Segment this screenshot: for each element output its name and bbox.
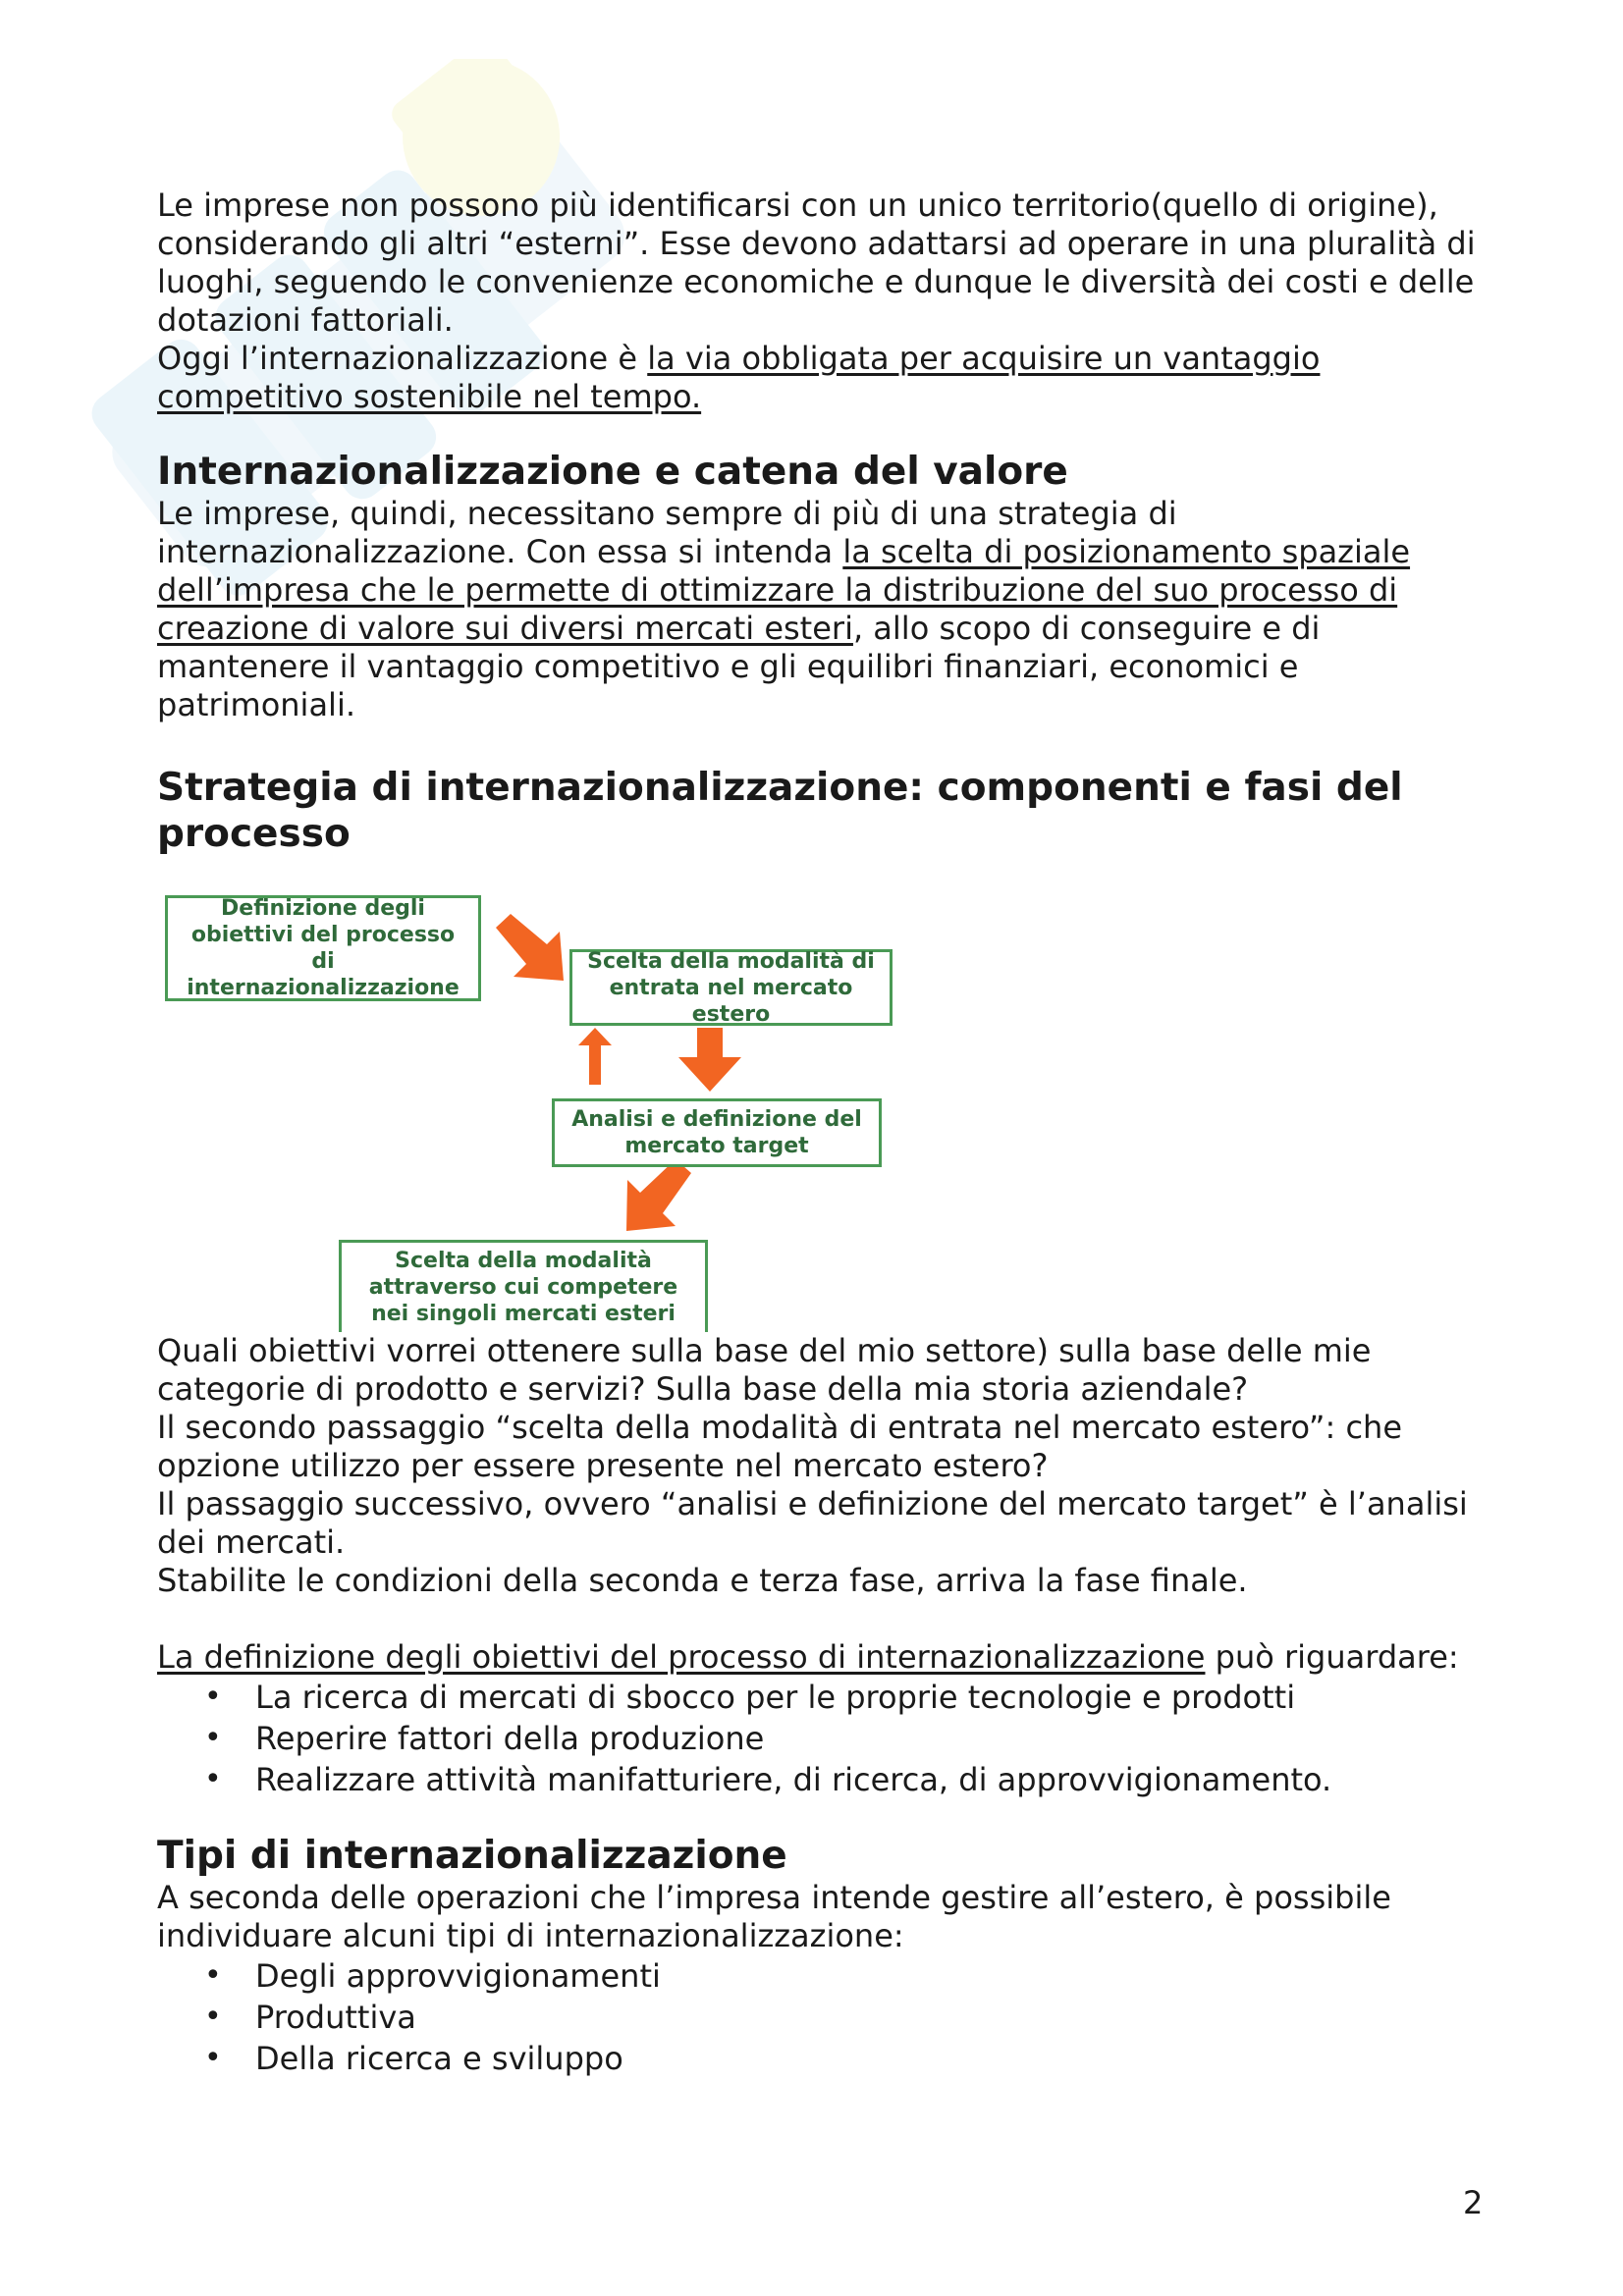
list-item-text: Produttiva <box>255 1999 416 2036</box>
intro-oggi-paragraph <box>157 340 1492 416</box>
definizione-paragraph <box>157 1638 1492 1677</box>
arrow-down-icon <box>678 1028 741 1092</box>
bullet-icon: • <box>204 1762 222 1796</box>
strategia-paragraph-1: Quali obiettivi vorrei ottenere sulla base del mio settore) sulla base delle mie categorie di prodotto e servizi? Sulla base della mia storia aziendale? <box>157 1332 1372 1408</box>
intro-oggi-underlined: la via obbligata per acquisire un vantaggio competitivo sostenibile nel tempo. <box>157 340 1321 415</box>
intro-oggi-prefix: Oggi l’internazionalizzazione è <box>157 340 648 377</box>
list-item <box>157 1759 1492 1800</box>
catena-text-underlined: la scelta di posizionamento spaziale dell’impresa che le permette di ottimizzare la distribuzione del suo processo di creazione di valore sui diversi mercati esteri <box>157 533 1411 647</box>
list-item <box>157 1718 1492 1759</box>
list-item <box>157 2038 1492 2079</box>
obiettivi-list <box>157 1677 1492 1800</box>
document-body <box>157 187 1492 2079</box>
diagram-box-definizione-obiettivi <box>165 895 481 1001</box>
heading-catena-valore: Internazionalizzazione e catena del valore <box>157 450 1068 494</box>
diagram-box-modalita-competere-label: Scelta della modalità attraverso cui competere nei singoli mercati esteri <box>368 1249 678 1326</box>
tipi-paragraph: A seconda delle operazioni che l’impresa intende gestire all’estero, è possibile individuare alcuni tipi di internazionalizzazione: <box>157 1879 1391 1954</box>
diagram-box-modalita-competere <box>339 1240 708 1332</box>
diagram-box-modalita-entrata <box>569 949 893 1026</box>
strategia-paragraph-2: Il secondo passaggio “scelta della modalità di entrata nel mercato estero”: che opzione utilizzo per essere presente nel mercato estero? <box>157 1409 1403 1484</box>
strategia-paragraph-4: Stabilite le condizioni della seconda e terza fase, arriva la fase finale. <box>157 1562 1248 1599</box>
tipi-list <box>157 1955 1492 2079</box>
diagram-box-definizione-obiettivi-label: Definizione degli obiettivi del processo di internazionalizzazione <box>187 896 460 1000</box>
intro-paragraph: Le imprese non possono più identificarsi con un unico territorio(quello di origine), considerando gli altri “esterni”. Esse devono adattarsi ad operare in una pluralità di luoghi, seguendo le convenienze economiche e dunque le diversità dei costi e delle dotazioni fattoriali. <box>157 187 1476 339</box>
diagram-box-modalita-entrata-label: Scelta della modalità di entrata nel mercato estero <box>587 948 875 1027</box>
strategia-paragraph-3: Il passaggio successivo, ovvero “analisi e definizione del mercato target” è l’analisi dei mercati. <box>157 1485 1468 1561</box>
definizione-underlined: La definizione degli obiettivi del processo di internazionalizzazione <box>157 1638 1206 1676</box>
catena-text-prefix: Le imprese, quindi, necessitano sempre di più di una strategia di internazionalizzazione. Con essa si intenda <box>157 495 1177 570</box>
heading-tipi: Tipi di internazionalizzazione <box>157 1834 787 1878</box>
process-diagram <box>157 890 1492 1332</box>
list-item-text: Della ricerca e sviluppo <box>255 2040 623 2077</box>
catena-text-suffix: , allo scopo di conseguire e di mantenere il vantaggio competitivo e gli equilibri finanziari, economici e patrimoniali. <box>157 610 1321 723</box>
heading-strategia: Strategia di internazionalizzazione: componenti e fasi del processo <box>157 766 1403 856</box>
bullet-icon: • <box>204 2041 222 2075</box>
list-item <box>157 1997 1492 2038</box>
list-item-text: Reperire fattori della produzione <box>255 1720 765 1757</box>
arrow-up-icon <box>578 1028 612 1085</box>
bullet-icon: • <box>204 1958 222 1993</box>
diagram-box-analisi-mercato <box>552 1098 882 1167</box>
arrow-right-down-icon <box>496 914 564 981</box>
list-item <box>157 1955 1492 1997</box>
arrow-down-left-icon <box>626 1159 691 1231</box>
definizione-suffix: può riguardare: <box>1205 1638 1459 1676</box>
catena-paragraph <box>157 495 1492 724</box>
list-item-text: Degli approvvigionamenti <box>255 1957 661 1995</box>
list-item-text: Realizzare attività manifatturiere, di ricerca, di approvvigionamento. <box>255 1761 1332 1798</box>
bullet-icon: • <box>204 2000 222 2034</box>
page-number: 2 <box>1463 2184 1484 2221</box>
diagram-box-analisi-mercato-label: Analisi e definizione del mercato target <box>571 1107 862 1158</box>
bullet-icon: • <box>204 1680 222 1714</box>
bullet-icon: • <box>204 1721 222 1755</box>
list-item <box>157 1677 1492 1718</box>
list-item-text: La ricerca di mercati di sbocco per le proprie tecnologie e prodotti <box>255 1679 1296 1716</box>
